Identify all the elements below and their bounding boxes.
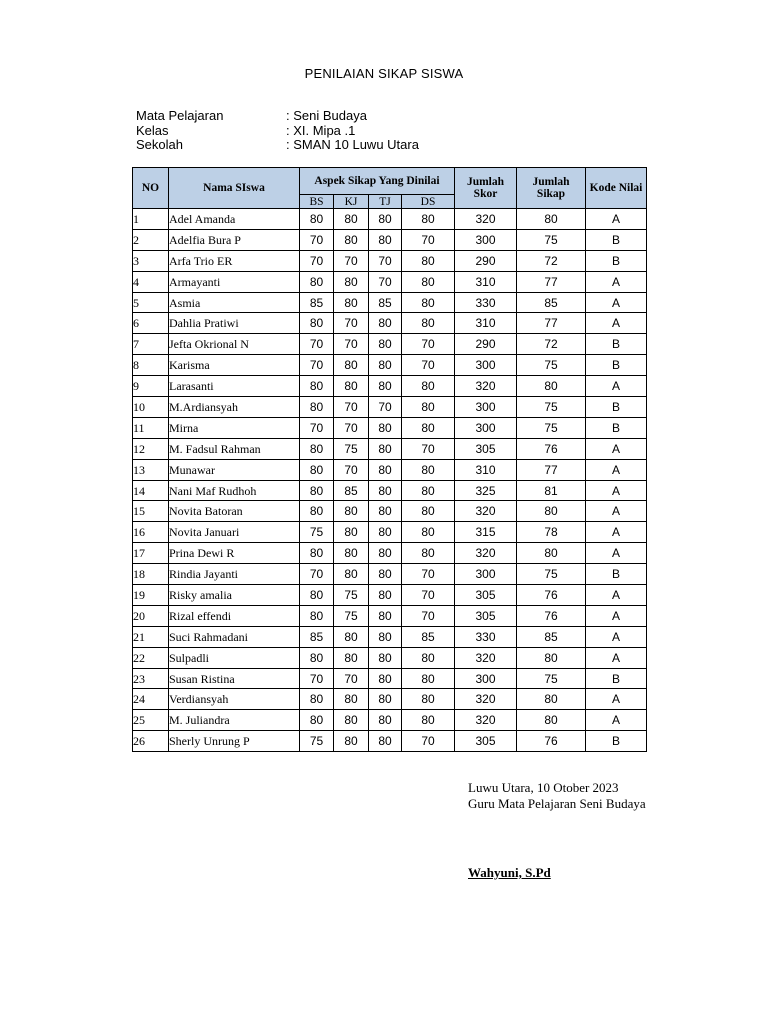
- table-row: [133, 459, 647, 480]
- cell-kode-nilai: A: [586, 376, 647, 397]
- cell-ds: 70: [402, 731, 455, 752]
- table-row: [133, 501, 647, 522]
- cell-jumlah-sikap: 72: [517, 250, 586, 271]
- cell-name: Susan Ristina: [169, 668, 300, 689]
- cell-bs: 70: [300, 250, 334, 271]
- cell-jumlah-sikap: 80: [517, 501, 586, 522]
- cell-jumlah-skor: 290: [455, 250, 517, 271]
- cell-no: 19: [133, 585, 169, 606]
- cell-no: 7: [133, 334, 169, 355]
- header-jumlah-sikap: Jumlah Sikap: [517, 168, 586, 209]
- header-bs: BS: [300, 195, 334, 209]
- cell-bs: 85: [300, 292, 334, 313]
- cell-tj: 80: [369, 605, 402, 626]
- table-row: [133, 438, 647, 459]
- cell-bs: 80: [300, 459, 334, 480]
- table-row: [133, 585, 647, 606]
- cell-bs: 80: [300, 647, 334, 668]
- cell-name: M.Ardiansyah: [169, 397, 300, 418]
- cell-jumlah-skor: 305: [455, 585, 517, 606]
- info-row-subject: [136, 109, 419, 124]
- cell-kj: 70: [334, 459, 369, 480]
- cell-jumlah-sikap: 76: [517, 585, 586, 606]
- cell-bs: 70: [300, 564, 334, 585]
- cell-kj: 85: [334, 480, 369, 501]
- cell-tj: 80: [369, 647, 402, 668]
- cell-tj: 80: [369, 585, 402, 606]
- info-label: Sekolah: [136, 137, 183, 152]
- cell-bs: 80: [300, 710, 334, 731]
- cell-ds: 80: [402, 397, 455, 418]
- header-aspek: Aspek Sikap Yang Dinilai: [300, 168, 455, 195]
- cell-kode-nilai: B: [586, 250, 647, 271]
- cell-bs: 80: [300, 313, 334, 334]
- cell-kj: 70: [334, 313, 369, 334]
- cell-tj: 80: [369, 417, 402, 438]
- cell-bs: 70: [300, 334, 334, 355]
- header-jumlah-skor: Jumlah Skor: [455, 168, 517, 209]
- cell-kode-nilai: A: [586, 710, 647, 731]
- cell-ds: 70: [402, 585, 455, 606]
- cell-jumlah-skor: 315: [455, 522, 517, 543]
- table-row: [133, 668, 647, 689]
- cell-kj: 70: [334, 250, 369, 271]
- cell-tj: 80: [369, 626, 402, 647]
- cell-jumlah-sikap: 85: [517, 626, 586, 647]
- cell-tj: 80: [369, 480, 402, 501]
- signer-role: Guru Mata Pelajaran Seni Budaya: [468, 796, 646, 811]
- grades-body: [133, 209, 647, 752]
- cell-jumlah-skor: 300: [455, 229, 517, 250]
- cell-tj: 80: [369, 689, 402, 710]
- cell-jumlah-sikap: 75: [517, 417, 586, 438]
- cell-no: 23: [133, 668, 169, 689]
- cell-tj: 80: [369, 376, 402, 397]
- cell-kj: 75: [334, 605, 369, 626]
- cell-jumlah-sikap: 72: [517, 334, 586, 355]
- cell-tj: 80: [369, 668, 402, 689]
- cell-jumlah-sikap: 77: [517, 313, 586, 334]
- cell-no: 26: [133, 731, 169, 752]
- cell-ds: 80: [402, 710, 455, 731]
- cell-name: Nani Maf Rudhoh: [169, 480, 300, 501]
- cell-bs: 70: [300, 355, 334, 376]
- cell-jumlah-skor: 300: [455, 397, 517, 418]
- table-row: [133, 647, 647, 668]
- cell-bs: 80: [300, 438, 334, 459]
- cell-jumlah-skor: 300: [455, 668, 517, 689]
- cell-kj: 80: [334, 501, 369, 522]
- cell-tj: 80: [369, 209, 402, 230]
- cell-name: Risky amalia: [169, 585, 300, 606]
- cell-jumlah-skor: 330: [455, 292, 517, 313]
- cell-no: 14: [133, 480, 169, 501]
- cell-name: Rizal effendi: [169, 605, 300, 626]
- cell-tj: 70: [369, 250, 402, 271]
- table-row: [133, 564, 647, 585]
- cell-no: 22: [133, 647, 169, 668]
- cell-jumlah-skor: 300: [455, 355, 517, 376]
- cell-ds: 80: [402, 417, 455, 438]
- cell-name: Larasanti: [169, 376, 300, 397]
- cell-jumlah-sikap: 80: [517, 710, 586, 731]
- header-row: [133, 168, 647, 195]
- cell-kj: 75: [334, 438, 369, 459]
- cell-bs: 75: [300, 731, 334, 752]
- table-row: [133, 229, 647, 250]
- cell-jumlah-sikap: 75: [517, 397, 586, 418]
- cell-name: Arfa Trio ER: [169, 250, 300, 271]
- cell-ds: 80: [402, 647, 455, 668]
- cell-ds: 80: [402, 689, 455, 710]
- cell-no: 25: [133, 710, 169, 731]
- cell-jumlah-sikap: 80: [517, 209, 586, 230]
- cell-kode-nilai: B: [586, 564, 647, 585]
- cell-jumlah-skor: 310: [455, 313, 517, 334]
- cell-jumlah-sikap: 78: [517, 522, 586, 543]
- header-tj: TJ: [369, 195, 402, 209]
- cell-kj: 70: [334, 417, 369, 438]
- cell-no: 16: [133, 522, 169, 543]
- cell-ds: 80: [402, 313, 455, 334]
- header-ds: DS: [402, 195, 455, 209]
- cell-kode-nilai: A: [586, 626, 647, 647]
- cell-ds: 80: [402, 668, 455, 689]
- cell-bs: 80: [300, 605, 334, 626]
- cell-tj: 70: [369, 397, 402, 418]
- table-row: [133, 313, 647, 334]
- cell-kode-nilai: A: [586, 209, 647, 230]
- cell-tj: 80: [369, 438, 402, 459]
- cell-kj: 80: [334, 731, 369, 752]
- table-row: [133, 480, 647, 501]
- cell-no: 10: [133, 397, 169, 418]
- cell-kj: 80: [334, 292, 369, 313]
- cell-jumlah-skor: 300: [455, 417, 517, 438]
- cell-tj: 70: [369, 271, 402, 292]
- table-row: [133, 605, 647, 626]
- cell-jumlah-sikap: 81: [517, 480, 586, 501]
- cell-jumlah-skor: 300: [455, 564, 517, 585]
- cell-kode-nilai: B: [586, 417, 647, 438]
- cell-kj: 80: [334, 626, 369, 647]
- cell-jumlah-skor: 305: [455, 438, 517, 459]
- cell-name: M. Fadsul Rahman: [169, 438, 300, 459]
- cell-tj: 80: [369, 731, 402, 752]
- cell-jumlah-sikap: 76: [517, 605, 586, 626]
- cell-ds: 70: [402, 334, 455, 355]
- cell-jumlah-sikap: 80: [517, 543, 586, 564]
- cell-bs: 80: [300, 480, 334, 501]
- cell-no: 5: [133, 292, 169, 313]
- cell-jumlah-sikap: 76: [517, 731, 586, 752]
- cell-kode-nilai: A: [586, 585, 647, 606]
- cell-tj: 80: [369, 229, 402, 250]
- cell-kode-nilai: A: [586, 522, 647, 543]
- cell-jumlah-skor: 320: [455, 689, 517, 710]
- info-value: : XI. Mipa .1: [286, 122, 356, 138]
- cell-kj: 80: [334, 522, 369, 543]
- cell-kj: 80: [334, 209, 369, 230]
- cell-jumlah-skor: 320: [455, 543, 517, 564]
- table-row: [133, 543, 647, 564]
- cell-jumlah-skor: 325: [455, 480, 517, 501]
- table-row: [133, 209, 647, 230]
- cell-jumlah-sikap: 80: [517, 376, 586, 397]
- cell-no: 3: [133, 250, 169, 271]
- cell-jumlah-sikap: 76: [517, 438, 586, 459]
- cell-bs: 80: [300, 585, 334, 606]
- info-value: : SMAN 10 Luwu Utara: [286, 137, 419, 152]
- info-label: Kelas: [136, 122, 169, 138]
- cell-name: Adelfia Bura P: [169, 229, 300, 250]
- header-kode-nilai: Kode Nilai: [586, 168, 647, 209]
- cell-kode-nilai: A: [586, 438, 647, 459]
- cell-bs: 70: [300, 229, 334, 250]
- cell-jumlah-sikap: 77: [517, 271, 586, 292]
- cell-kj: 70: [334, 397, 369, 418]
- cell-name: Armayanti: [169, 271, 300, 292]
- cell-name: Dahlia Pratiwi: [169, 313, 300, 334]
- grades-table: [132, 167, 647, 752]
- cell-no: 21: [133, 626, 169, 647]
- cell-kode-nilai: A: [586, 543, 647, 564]
- cell-name: Verdiansyah: [169, 689, 300, 710]
- cell-kj: 80: [334, 376, 369, 397]
- cell-no: 12: [133, 438, 169, 459]
- cell-ds: 80: [402, 459, 455, 480]
- cell-jumlah-skor: 330: [455, 626, 517, 647]
- cell-kode-nilai: A: [586, 605, 647, 626]
- signature-block: [468, 780, 646, 812]
- cell-kj: 80: [334, 647, 369, 668]
- place-date: Luwu Utara, 10 Otober 2023: [468, 780, 619, 795]
- cell-ds: 85: [402, 626, 455, 647]
- cell-kode-nilai: A: [586, 647, 647, 668]
- cell-no: 13: [133, 459, 169, 480]
- cell-jumlah-sikap: 75: [517, 564, 586, 585]
- info-value: : Seni Budaya: [286, 108, 367, 123]
- table-row: [133, 710, 647, 731]
- cell-name: Prina Dewi R: [169, 543, 300, 564]
- cell-ds: 80: [402, 250, 455, 271]
- cell-jumlah-sikap: 77: [517, 459, 586, 480]
- table-row: [133, 376, 647, 397]
- table-row: [133, 292, 647, 313]
- cell-bs: 70: [300, 668, 334, 689]
- cell-tj: 80: [369, 501, 402, 522]
- cell-tj: 80: [369, 459, 402, 480]
- cell-kode-nilai: B: [586, 397, 647, 418]
- cell-no: 8: [133, 355, 169, 376]
- cell-tj: 80: [369, 543, 402, 564]
- table-row: [133, 522, 647, 543]
- cell-ds: 70: [402, 229, 455, 250]
- cell-kj: 70: [334, 668, 369, 689]
- cell-name: Sherly Unrung P: [169, 731, 300, 752]
- cell-kode-nilai: A: [586, 689, 647, 710]
- cell-jumlah-skor: 305: [455, 731, 517, 752]
- table-row: [133, 334, 647, 355]
- cell-kj: 80: [334, 229, 369, 250]
- table-row: [133, 417, 647, 438]
- cell-jumlah-skor: 320: [455, 647, 517, 668]
- cell-ds: 80: [402, 209, 455, 230]
- cell-bs: 80: [300, 543, 334, 564]
- cell-no: 17: [133, 543, 169, 564]
- cell-ds: 80: [402, 376, 455, 397]
- table-row: [133, 355, 647, 376]
- cell-jumlah-skor: 320: [455, 376, 517, 397]
- info-label: Mata Pelajaran: [136, 108, 224, 123]
- cell-ds: 80: [402, 543, 455, 564]
- cell-kode-nilai: B: [586, 668, 647, 689]
- cell-bs: 80: [300, 501, 334, 522]
- table-row: [133, 731, 647, 752]
- cell-no: 2: [133, 229, 169, 250]
- cell-jumlah-skor: 320: [455, 710, 517, 731]
- cell-name: Novita Januari: [169, 522, 300, 543]
- cell-name: Karisma: [169, 355, 300, 376]
- cell-jumlah-skor: 310: [455, 459, 517, 480]
- cell-name: M. Juliandra: [169, 710, 300, 731]
- cell-tj: 80: [369, 564, 402, 585]
- cell-jumlah-skor: 305: [455, 605, 517, 626]
- cell-tj: 85: [369, 292, 402, 313]
- cell-no: 24: [133, 689, 169, 710]
- info-row-school: [136, 138, 419, 153]
- cell-name: Rindia Jayanti: [169, 564, 300, 585]
- cell-kode-nilai: A: [586, 501, 647, 522]
- cell-no: 18: [133, 564, 169, 585]
- cell-jumlah-sikap: 80: [517, 647, 586, 668]
- cell-jumlah-skor: 310: [455, 271, 517, 292]
- cell-name: Munawar: [169, 459, 300, 480]
- cell-kj: 80: [334, 689, 369, 710]
- header-kj: KJ: [334, 195, 369, 209]
- cell-kj: 70: [334, 334, 369, 355]
- cell-name: Mirna: [169, 417, 300, 438]
- cell-kj: 80: [334, 271, 369, 292]
- cell-jumlah-skor: 290: [455, 334, 517, 355]
- cell-tj: 80: [369, 334, 402, 355]
- cell-ds: 80: [402, 271, 455, 292]
- cell-kode-nilai: B: [586, 229, 647, 250]
- cell-jumlah-skor: 320: [455, 209, 517, 230]
- cell-kode-nilai: A: [586, 480, 647, 501]
- cell-ds: 80: [402, 292, 455, 313]
- cell-bs: 80: [300, 397, 334, 418]
- table-row: [133, 689, 647, 710]
- table-row: [133, 626, 647, 647]
- cell-ds: 70: [402, 438, 455, 459]
- cell-ds: 70: [402, 564, 455, 585]
- cell-kode-nilai: A: [586, 313, 647, 334]
- cell-name: Jefta Okrional N: [169, 334, 300, 355]
- cell-no: 15: [133, 501, 169, 522]
- document-title: PENILAIAN SIKAP SISWA: [304, 66, 464, 81]
- cell-ds: 80: [402, 480, 455, 501]
- cell-name: Sulpadli: [169, 647, 300, 668]
- cell-no: 9: [133, 376, 169, 397]
- cell-bs: 80: [300, 209, 334, 230]
- cell-ds: 80: [402, 522, 455, 543]
- cell-kj: 80: [334, 543, 369, 564]
- cell-name: Asmia: [169, 292, 300, 313]
- cell-jumlah-skor: 320: [455, 501, 517, 522]
- cell-no: 20: [133, 605, 169, 626]
- cell-tj: 80: [369, 355, 402, 376]
- cell-jumlah-sikap: 75: [517, 355, 586, 376]
- cell-ds: 80: [402, 501, 455, 522]
- cell-name: Suci Rahmadani: [169, 626, 300, 647]
- cell-bs: 75: [300, 522, 334, 543]
- cell-bs: 80: [300, 271, 334, 292]
- cell-name: Adel Amanda: [169, 209, 300, 230]
- cell-name: Novita Batoran: [169, 501, 300, 522]
- cell-bs: 80: [300, 689, 334, 710]
- info-block: [136, 109, 419, 153]
- header-no: NO: [133, 168, 169, 209]
- table-row: [133, 397, 647, 418]
- cell-kj: 80: [334, 355, 369, 376]
- cell-kode-nilai: A: [586, 292, 647, 313]
- cell-no: 4: [133, 271, 169, 292]
- table-row: [133, 271, 647, 292]
- cell-kj: 75: [334, 585, 369, 606]
- cell-no: 1: [133, 209, 169, 230]
- cell-kj: 80: [334, 710, 369, 731]
- cell-kode-nilai: B: [586, 334, 647, 355]
- cell-bs: 80: [300, 376, 334, 397]
- cell-no: 11: [133, 417, 169, 438]
- cell-ds: 70: [402, 355, 455, 376]
- info-row-class: [136, 124, 419, 139]
- cell-tj: 80: [369, 313, 402, 334]
- cell-kode-nilai: A: [586, 459, 647, 480]
- cell-kj: 80: [334, 564, 369, 585]
- cell-kode-nilai: B: [586, 731, 647, 752]
- cell-kode-nilai: A: [586, 271, 647, 292]
- cell-bs: 85: [300, 626, 334, 647]
- cell-tj: 80: [369, 710, 402, 731]
- cell-kode-nilai: B: [586, 355, 647, 376]
- header-name: Nama SIswa: [169, 168, 300, 209]
- table-row: [133, 250, 647, 271]
- cell-ds: 70: [402, 605, 455, 626]
- cell-jumlah-sikap: 85: [517, 292, 586, 313]
- cell-jumlah-sikap: 80: [517, 689, 586, 710]
- cell-jumlah-sikap: 75: [517, 229, 586, 250]
- cell-bs: 70: [300, 417, 334, 438]
- cell-no: 6: [133, 313, 169, 334]
- cell-tj: 80: [369, 522, 402, 543]
- signer-name: Wahyuni, S.Pd: [468, 865, 551, 880]
- cell-jumlah-sikap: 75: [517, 668, 586, 689]
